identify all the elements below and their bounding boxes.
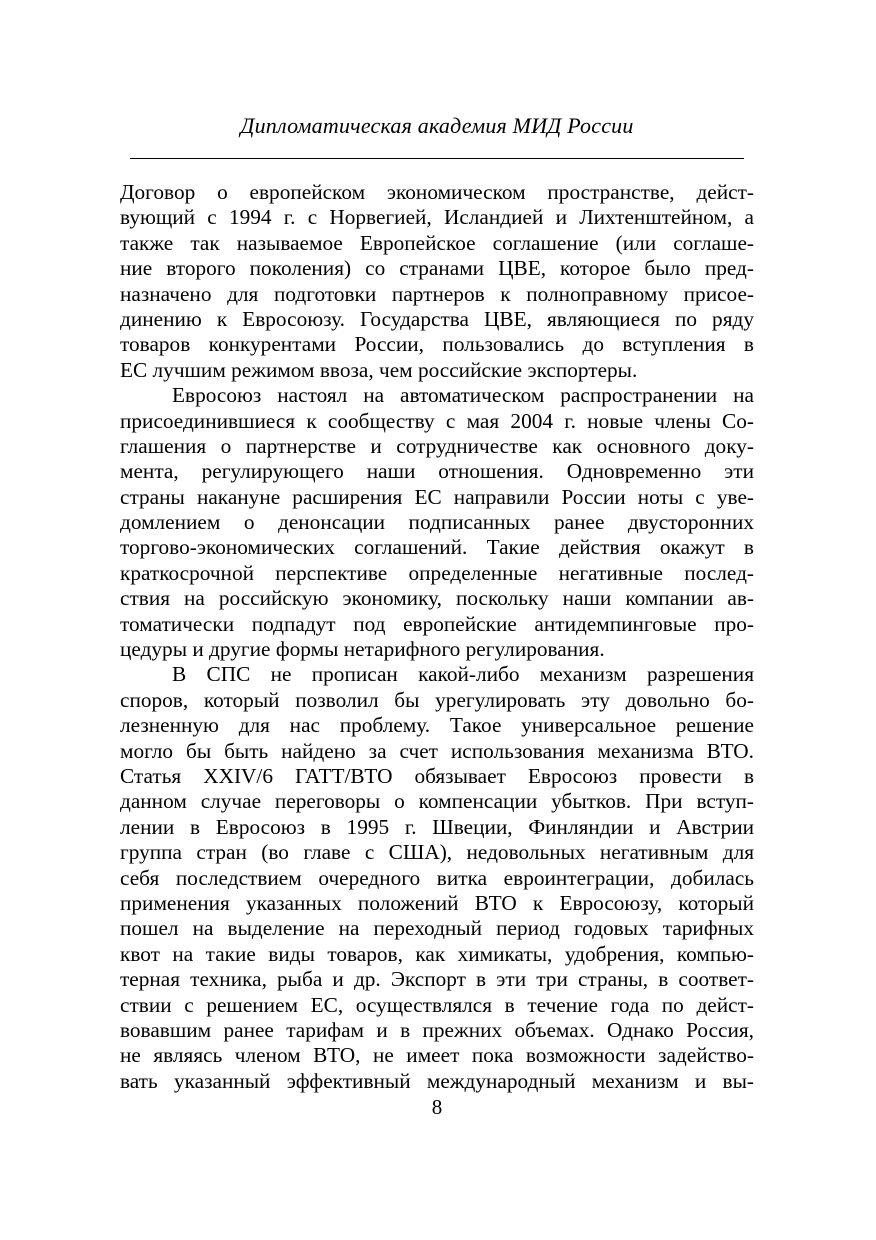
text-line: В СПС не прописан какой-либо механизм разрешения <box>172 662 754 687</box>
text-line: не являясь членом ВТО, не имеет пока возможности задейство- <box>120 1043 754 1068</box>
text-line: лезненную для нас проблему. Такое универсальное решение <box>120 713 754 738</box>
text-line: применения указанных положений ВТО к Евросоюзу, который <box>120 890 754 915</box>
text-line: себя последствием очередного витка евроинтеграции, добилась <box>120 865 754 890</box>
body-text <box>120 180 754 1094</box>
page-number: 8 <box>431 1095 443 1119</box>
text-line: пошел на выделение на переходный период годовых тарифных <box>120 916 754 941</box>
text-line: страны накануне расширения ЕС направили России ноты с уве- <box>120 484 754 509</box>
text-line: торгово-экономических соглашений. Такие действия окажут в <box>120 535 754 560</box>
text-line: Евросоюз настоял на автоматическом распространении на <box>172 383 754 408</box>
text-line: споров, который позволил бы урегулировать эту довольно бо- <box>120 687 754 712</box>
text-line: назначено для подготовки партнеров к полноправному присое- <box>120 281 754 306</box>
text-line: товаров конкурентами России, пользовались до вступления в <box>120 332 754 357</box>
text-line: ствии с решением ЕС, осуществлялся в течение года по дейст- <box>120 992 754 1017</box>
text-line: динению к Евросоюзу. Государства ЦВЕ, являющиеся по ряду <box>120 306 754 331</box>
text-line: вать указанный эффективный международный механизм и вы- <box>120 1068 754 1093</box>
text-line: мента, регулирующего наши отношения. Одновременно эти <box>120 459 754 484</box>
text-line: вовавшим ранее тарифам и в прежних объемах. Однако Россия, <box>120 1017 754 1042</box>
text-line: данном случае переговоры о компенсации убытков. При вступ- <box>120 789 754 814</box>
running-header: Дипломатическая академия МИД России <box>240 113 634 138</box>
text-line: терная техника, рыба и др. Экспорт в эти три страны, в соответ- <box>120 967 754 992</box>
text-line: лении в Евросоюз в 1995 г. Швеции, Финляндии и Австрии <box>120 814 754 839</box>
text-line: ствия на российскую экономику, поскольку наши компании ав- <box>120 586 754 611</box>
header-rule <box>130 158 744 159</box>
text-line: краткосрочной перспективе определенные негативные послед- <box>120 560 754 585</box>
text-line: глашения о партнерстве и сотрудничестве как основного доку- <box>120 433 754 458</box>
text-line: ние второго поколения) со странами ЦВЕ, которое было пред- <box>120 256 754 281</box>
text-line: ЕС лучшим режимом ввоза, чем российские экспортеры. <box>120 357 638 382</box>
text-line: квот на такие виды товаров, как химикаты, удобрения, компью- <box>120 941 754 966</box>
text-line: могло бы быть найдено за счет использования механизма ВТО. <box>120 738 754 763</box>
text-line: вующий с 1994 г. с Норвегией, Исландией и Лихтенштейном, а <box>120 205 754 230</box>
text-line: присоединившиеся к сообществу с мая 2004 г. новые члены Со- <box>120 408 754 433</box>
text-line: Договор о европейском экономическом пространстве, дейст- <box>120 180 754 204</box>
text-line: домлением о денонсации подписанных ранее двусторонних <box>120 510 754 535</box>
text-line: томатически подпадут под европейские антидемпинговые про- <box>120 611 754 636</box>
text-line: цедуры и другие формы нетарифного регулирования. <box>120 637 605 662</box>
text-line: также так называемое Европейское соглашение (или соглаше- <box>120 230 754 255</box>
text-line: группа стран (во главе с США), недовольных негативным для <box>120 840 754 865</box>
text-line: Статья XXIV/6 ГАТТ/ВТО обязывает Евросоюз провести в <box>120 763 754 788</box>
